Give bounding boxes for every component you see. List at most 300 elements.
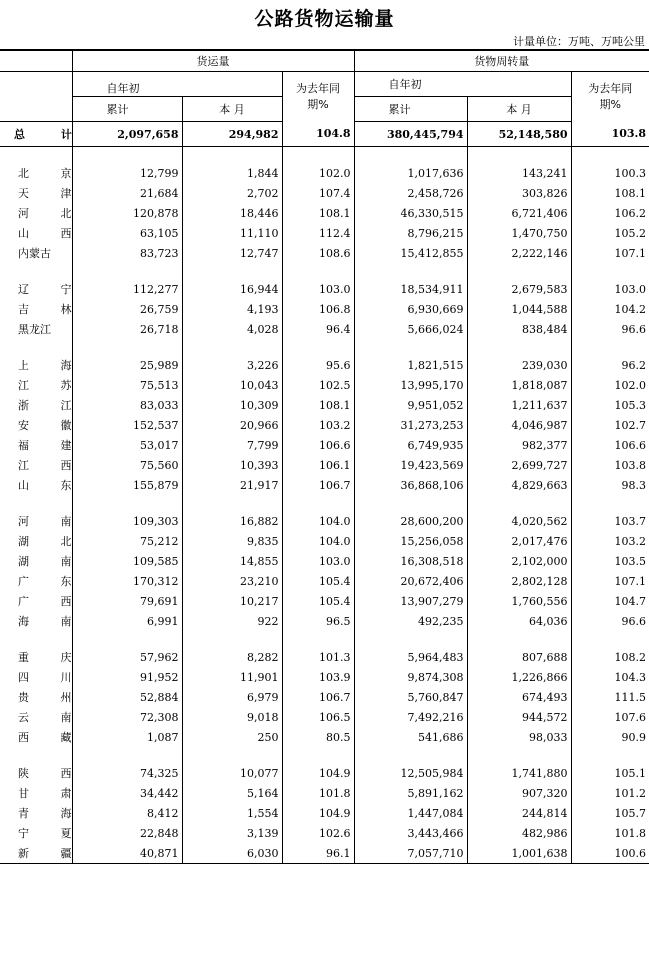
region-name: 北 京 — [18, 167, 86, 180]
region-name: 重 庆 — [18, 651, 86, 664]
table-row — [0, 223, 649, 243]
volume-yoy: 103.9 — [282, 667, 354, 687]
turnover-cumulative: 5,891,162 — [354, 783, 467, 803]
turnover-cumulative: 15,256,058 — [354, 531, 467, 551]
group-spacer — [0, 147, 649, 164]
turnover-yoy: 90.9 — [571, 727, 649, 747]
table-row — [0, 355, 649, 375]
volume-month: 21,917 — [182, 475, 282, 495]
spacer-cell — [72, 631, 182, 647]
volume-cumulative: 109,303 — [72, 511, 182, 531]
turnover-month: 1,741,880 — [467, 763, 571, 783]
header-turnover-month: 本 月 — [467, 97, 571, 122]
table-row — [0, 783, 649, 803]
spacer-cell — [467, 747, 571, 763]
table-row — [0, 823, 649, 843]
turnover-month: 838,484 — [467, 319, 571, 339]
header-volume-yoy-line2: 期% — [307, 97, 329, 111]
volume-yoy: 106.6 — [282, 435, 354, 455]
volume-cumulative: 75,212 — [72, 531, 182, 551]
volume-cumulative: 170,312 — [72, 571, 182, 591]
table-body — [0, 122, 649, 864]
turnover-yoy: 105.1 — [571, 763, 649, 783]
spacer-cell — [571, 339, 649, 355]
volume-cumulative: 1,087 — [72, 727, 182, 747]
spacer-cell — [0, 631, 72, 647]
turnover-month: 944,572 — [467, 707, 571, 727]
turnover-cumulative: 1,447,084 — [354, 803, 467, 823]
volume-month: 7,799 — [182, 435, 282, 455]
turnover-yoy: 103.5 — [571, 551, 649, 571]
turnover-yoy: 102.7 — [571, 415, 649, 435]
turnover-yoy: 107.1 — [571, 571, 649, 591]
volume-yoy: 80.5 — [282, 727, 354, 747]
turnover-month: 1,001,638 — [467, 843, 571, 864]
spacer-cell — [282, 263, 354, 279]
turnover-yoy: 104.3 — [571, 667, 649, 687]
turnover-yoy: 106.2 — [571, 203, 649, 223]
turnover-yoy: 103.8 — [571, 455, 649, 475]
volume-month: 12,747 — [182, 243, 282, 263]
header-turnover-yoy-line1: 为去年同 — [588, 81, 633, 95]
turnover-yoy: 103.0 — [571, 279, 649, 299]
turnover-month: 1,211,637 — [467, 395, 571, 415]
header-turnover-yoy — [571, 72, 649, 122]
turnover-yoy: 96.2 — [571, 355, 649, 375]
region-name: 天 津 — [18, 187, 86, 200]
volume-month: 16,882 — [182, 511, 282, 531]
volume-yoy: 107.4 — [282, 183, 354, 203]
turnover-month: 807,688 — [467, 647, 571, 667]
region-name: 贵 州 — [18, 691, 86, 704]
spacer-cell — [282, 339, 354, 355]
spacer-cell — [0, 147, 72, 164]
spacer-cell — [182, 263, 282, 279]
turnover-month: 982,377 — [467, 435, 571, 455]
volume-cumulative: 52,884 — [72, 687, 182, 707]
spacer-cell — [354, 495, 467, 511]
spacer-cell — [354, 339, 467, 355]
turnover-yoy: 108.1 — [571, 183, 649, 203]
volume-month: 11,110 — [182, 223, 282, 243]
turnover-yoy: 107.1 — [571, 243, 649, 263]
turnover-yoy: 111.5 — [571, 687, 649, 707]
turnover-cumulative: 7,057,710 — [354, 843, 467, 864]
region-name: 上 海 — [18, 359, 86, 372]
volume-yoy: 103.0 — [282, 551, 354, 571]
volume-yoy: 102.5 — [282, 375, 354, 395]
volume-month: 294,982 — [182, 122, 282, 147]
table-row — [0, 727, 649, 747]
turnover-yoy: 106.6 — [571, 435, 649, 455]
volume-cumulative: 155,879 — [72, 475, 182, 495]
volume-cumulative: 109,585 — [72, 551, 182, 571]
region-name: 安 徽 — [18, 419, 86, 432]
region-name: 河 北 — [18, 207, 86, 220]
volume-cumulative: 75,560 — [72, 455, 182, 475]
turnover-month: 4,829,663 — [467, 475, 571, 495]
unit-note: 计量单位：万吨、万吨公里 — [513, 35, 645, 48]
region-name: 海 南 — [18, 615, 86, 628]
turnover-yoy: 101.2 — [571, 783, 649, 803]
volume-month: 23,210 — [182, 571, 282, 591]
turnover-cumulative: 15,412,855 — [354, 243, 467, 263]
volume-cumulative: 152,537 — [72, 415, 182, 435]
turnover-yoy: 104.7 — [571, 591, 649, 611]
volume-cumulative: 6,991 — [72, 611, 182, 631]
volume-cumulative: 74,325 — [72, 763, 182, 783]
volume-yoy: 96.5 — [282, 611, 354, 631]
volume-month: 9,018 — [182, 707, 282, 727]
turnover-yoy: 98.3 — [571, 475, 649, 495]
table-row — [0, 667, 649, 687]
turnover-yoy: 100.3 — [571, 163, 649, 183]
table-row — [0, 763, 649, 783]
spacer-cell — [354, 747, 467, 763]
turnover-month: 2,679,583 — [467, 279, 571, 299]
volume-yoy: 104.9 — [282, 803, 354, 823]
table-row — [0, 511, 649, 531]
turnover-cumulative: 7,492,216 — [354, 707, 467, 727]
volume-cumulative: 2,097,658 — [72, 122, 182, 147]
volume-yoy: 108.1 — [282, 203, 354, 223]
turnover-cumulative: 19,423,569 — [354, 455, 467, 475]
volume-cumulative: 34,442 — [72, 783, 182, 803]
region-name: 甘 肃 — [18, 787, 86, 800]
turnover-cumulative: 9,874,308 — [354, 667, 467, 687]
spacer-cell — [182, 495, 282, 511]
spacer-cell — [0, 263, 72, 279]
table-row — [0, 591, 649, 611]
region-name: 四 川 — [18, 671, 86, 684]
header-freight-turnover: 货物周转量 — [354, 50, 649, 72]
header-freight-volume: 货运量 — [72, 50, 354, 72]
table-row-total — [0, 122, 649, 147]
spacer-cell — [354, 147, 467, 164]
volume-cumulative: 21,684 — [72, 183, 182, 203]
region-name: 江 苏 — [18, 379, 86, 392]
volume-month: 250 — [182, 727, 282, 747]
volume-cumulative: 72,308 — [72, 707, 182, 727]
spacer-cell — [571, 147, 649, 164]
table-row — [0, 395, 649, 415]
turnover-cumulative: 12,505,984 — [354, 763, 467, 783]
turnover-cumulative: 46,330,515 — [354, 203, 467, 223]
turnover-month: 303,826 — [467, 183, 571, 203]
spacer-cell — [282, 631, 354, 647]
volume-yoy: 106.8 — [282, 299, 354, 319]
spacer-cell — [182, 747, 282, 763]
spacer-cell — [0, 747, 72, 763]
volume-cumulative: 79,691 — [72, 591, 182, 611]
turnover-cumulative: 2,458,726 — [354, 183, 467, 203]
volume-cumulative: 63,105 — [72, 223, 182, 243]
volume-yoy: 104.9 — [282, 763, 354, 783]
spacer-cell — [571, 747, 649, 763]
turnover-month: 2,222,146 — [467, 243, 571, 263]
volume-yoy: 104.0 — [282, 531, 354, 551]
spacer-cell — [571, 263, 649, 279]
header-volume-cumulative: 累计 — [72, 97, 182, 122]
region-name: 山 东 — [18, 479, 86, 492]
turnover-yoy: 103.7 — [571, 511, 649, 531]
volume-yoy: 104.0 — [282, 511, 354, 531]
volume-month: 5,164 — [182, 783, 282, 803]
turnover-cumulative: 20,672,406 — [354, 571, 467, 591]
turnover-month: 64,036 — [467, 611, 571, 631]
header-volume-month: 本 月 — [182, 97, 282, 122]
table-row — [0, 803, 649, 823]
table-row — [0, 475, 649, 495]
volume-yoy: 112.4 — [282, 223, 354, 243]
spacer-cell — [282, 495, 354, 511]
spacer-cell — [182, 147, 282, 164]
volume-month: 922 — [182, 611, 282, 631]
volume-cumulative: 83,723 — [72, 243, 182, 263]
table-row — [0, 611, 649, 631]
volume-cumulative: 91,952 — [72, 667, 182, 687]
turnover-month: 244,814 — [467, 803, 571, 823]
turnover-cumulative: 36,868,106 — [354, 475, 467, 495]
turnover-cumulative: 13,995,170 — [354, 375, 467, 395]
table-row — [0, 531, 649, 551]
spacer-cell — [282, 147, 354, 164]
volume-month: 1,844 — [182, 163, 282, 183]
volume-cumulative: 83,033 — [72, 395, 182, 415]
region-name: 湖 北 — [18, 535, 86, 548]
header-volume-yoy-line1: 为去年同 — [296, 81, 340, 95]
region-name: 新 疆 — [0, 843, 72, 864]
volume-month: 20,966 — [182, 415, 282, 435]
volume-yoy: 108.6 — [282, 243, 354, 263]
group-spacer — [0, 747, 649, 763]
spacer-cell — [72, 747, 182, 763]
region-name: 辽 宁 — [18, 283, 86, 296]
volume-cumulative: 22,848 — [72, 823, 182, 843]
table-row — [0, 707, 649, 727]
turnover-yoy: 96.6 — [571, 611, 649, 631]
volume-cumulative: 112,277 — [72, 279, 182, 299]
spacer-cell — [354, 263, 467, 279]
spacer-cell — [0, 495, 72, 511]
volume-month: 6,979 — [182, 687, 282, 707]
volume-yoy: 108.1 — [282, 395, 354, 415]
group-spacer — [0, 631, 649, 647]
region-name: 广 西 — [18, 595, 86, 608]
turnover-month: 1,470,750 — [467, 223, 571, 243]
turnover-cumulative: 31,273,253 — [354, 415, 467, 435]
table-row — [0, 551, 649, 571]
spacer-cell — [467, 339, 571, 355]
table-header — [0, 50, 649, 122]
volume-month: 11,901 — [182, 667, 282, 687]
turnover-month: 1,226,866 — [467, 667, 571, 687]
table-row — [0, 687, 649, 707]
spacer-cell — [467, 495, 571, 511]
turnover-yoy: 101.8 — [571, 823, 649, 843]
turnover-cumulative: 18,534,911 — [354, 279, 467, 299]
volume-month: 10,217 — [182, 591, 282, 611]
region-name: 青 海 — [18, 807, 86, 820]
volume-month: 4,193 — [182, 299, 282, 319]
turnover-yoy: 107.6 — [571, 707, 649, 727]
volume-cumulative: 25,989 — [72, 355, 182, 375]
freight-table — [0, 49, 649, 864]
table-row — [0, 375, 649, 395]
group-spacer — [0, 495, 649, 511]
turnover-cumulative: 6,749,935 — [354, 435, 467, 455]
turnover-month: 2,017,476 — [467, 531, 571, 551]
table-row — [0, 279, 649, 299]
spacer-cell — [467, 263, 571, 279]
turnover-month: 2,802,128 — [467, 571, 571, 591]
volume-cumulative: 57,962 — [72, 647, 182, 667]
region-name: 云 南 — [18, 711, 86, 724]
volume-yoy: 106.7 — [282, 475, 354, 495]
page-title: 公路货物运输量 — [254, 8, 395, 30]
group-spacer — [0, 339, 649, 355]
table-row — [0, 163, 649, 183]
group-spacer — [0, 263, 649, 279]
spacer-cell — [571, 631, 649, 647]
volume-month: 16,944 — [182, 279, 282, 299]
volume-yoy: 105.4 — [282, 571, 354, 591]
turnover-month: 52,148,580 — [467, 122, 571, 147]
region-name: 浙 江 — [18, 399, 86, 412]
turnover-yoy: 104.2 — [571, 299, 649, 319]
region-name: 江 西 — [18, 459, 86, 472]
turnover-month: 1,044,588 — [467, 299, 571, 319]
turnover-cumulative: 28,600,200 — [354, 511, 467, 531]
volume-month: 18,446 — [182, 203, 282, 223]
turnover-cumulative: 492,235 — [354, 611, 467, 631]
spacer-cell — [467, 631, 571, 647]
header-turnover-yoy-line2: 期% — [599, 97, 621, 111]
volume-cumulative: 75,513 — [72, 375, 182, 395]
volume-month: 10,043 — [182, 375, 282, 395]
turnover-yoy: 108.2 — [571, 647, 649, 667]
turnover-month: 143,241 — [467, 163, 571, 183]
region-name: 宁 夏 — [18, 827, 86, 840]
region-name: 总 计 — [0, 122, 72, 147]
spacer-cell — [467, 147, 571, 164]
volume-month: 9,835 — [182, 531, 282, 551]
table-row — [0, 415, 649, 435]
volume-yoy: 96.1 — [282, 843, 354, 864]
header-corner-3 — [0, 97, 72, 122]
volume-yoy: 101.3 — [282, 647, 354, 667]
turnover-yoy: 105.2 — [571, 223, 649, 243]
volume-cumulative: 40,871 — [72, 843, 182, 864]
turnover-month: 482,986 — [467, 823, 571, 843]
volume-month: 14,855 — [182, 551, 282, 571]
table-row — [0, 843, 649, 864]
region-name: 湖 南 — [18, 555, 86, 568]
table-row — [0, 299, 649, 319]
turnover-cumulative: 16,308,518 — [354, 551, 467, 571]
turnover-month: 907,320 — [467, 783, 571, 803]
turnover-yoy: 100.6 — [571, 843, 649, 864]
turnover-yoy: 105.3 — [571, 395, 649, 415]
header-volume-yoy — [282, 72, 354, 122]
table-row — [0, 435, 649, 455]
volume-month: 6,030 — [182, 843, 282, 864]
volume-yoy: 96.4 — [282, 319, 354, 339]
volume-cumulative: 53,017 — [72, 435, 182, 455]
volume-month: 10,393 — [182, 455, 282, 475]
spacer-cell — [72, 147, 182, 164]
turnover-cumulative: 541,686 — [354, 727, 467, 747]
turnover-cumulative: 5,760,847 — [354, 687, 467, 707]
turnover-month: 239,030 — [467, 355, 571, 375]
header-turnover-cumulative: 累计 — [354, 97, 467, 122]
volume-yoy: 102.6 — [282, 823, 354, 843]
turnover-yoy: 103.8 — [571, 122, 649, 147]
region-name: 福 建 — [18, 439, 86, 452]
table-row — [0, 647, 649, 667]
turnover-cumulative: 380,445,794 — [354, 122, 467, 147]
volume-yoy: 103.2 — [282, 415, 354, 435]
volume-month: 10,077 — [182, 763, 282, 783]
turnover-cumulative: 1,017,636 — [354, 163, 467, 183]
table-row — [0, 455, 649, 475]
spacer-cell — [0, 339, 72, 355]
volume-cumulative: 8,412 — [72, 803, 182, 823]
volume-yoy: 105.4 — [282, 591, 354, 611]
volume-cumulative: 26,718 — [72, 319, 182, 339]
volume-yoy: 104.8 — [282, 122, 354, 147]
turnover-cumulative: 13,907,279 — [354, 591, 467, 611]
turnover-month: 6,721,406 — [467, 203, 571, 223]
turnover-month: 674,493 — [467, 687, 571, 707]
volume-yoy: 95.6 — [282, 355, 354, 375]
turnover-yoy: 102.0 — [571, 375, 649, 395]
region-name: 西 藏 — [18, 731, 86, 744]
turnover-cumulative: 9,951,052 — [354, 395, 467, 415]
turnover-month: 4,046,987 — [467, 415, 571, 435]
spacer-cell — [282, 747, 354, 763]
spacer-cell — [571, 495, 649, 511]
table-row — [0, 203, 649, 223]
volume-month: 2,702 — [182, 183, 282, 203]
turnover-month: 1,818,087 — [467, 375, 571, 395]
region-name: 黑龙江 — [18, 323, 51, 336]
turnover-cumulative: 1,821,515 — [354, 355, 467, 375]
volume-yoy: 102.0 — [282, 163, 354, 183]
volume-yoy: 106.1 — [282, 455, 354, 475]
region-name: 广 东 — [18, 575, 86, 588]
turnover-month: 1,760,556 — [467, 591, 571, 611]
table-row — [0, 319, 649, 339]
volume-month: 1,554 — [182, 803, 282, 823]
volume-month: 4,028 — [182, 319, 282, 339]
volume-month: 3,226 — [182, 355, 282, 375]
spacer-cell — [354, 631, 467, 647]
turnover-yoy: 103.2 — [571, 531, 649, 551]
table-row — [0, 183, 649, 203]
turnover-cumulative: 8,796,215 — [354, 223, 467, 243]
turnover-cumulative: 5,964,483 — [354, 647, 467, 667]
turnover-yoy: 105.7 — [571, 803, 649, 823]
spacer-cell — [182, 339, 282, 355]
spacer-cell — [72, 495, 182, 511]
region-name: 河 南 — [18, 515, 86, 528]
table-row — [0, 243, 649, 263]
volume-yoy: 103.0 — [282, 279, 354, 299]
volume-cumulative: 120,878 — [72, 203, 182, 223]
volume-cumulative: 26,759 — [72, 299, 182, 319]
region-name: 陕 西 — [18, 767, 86, 780]
